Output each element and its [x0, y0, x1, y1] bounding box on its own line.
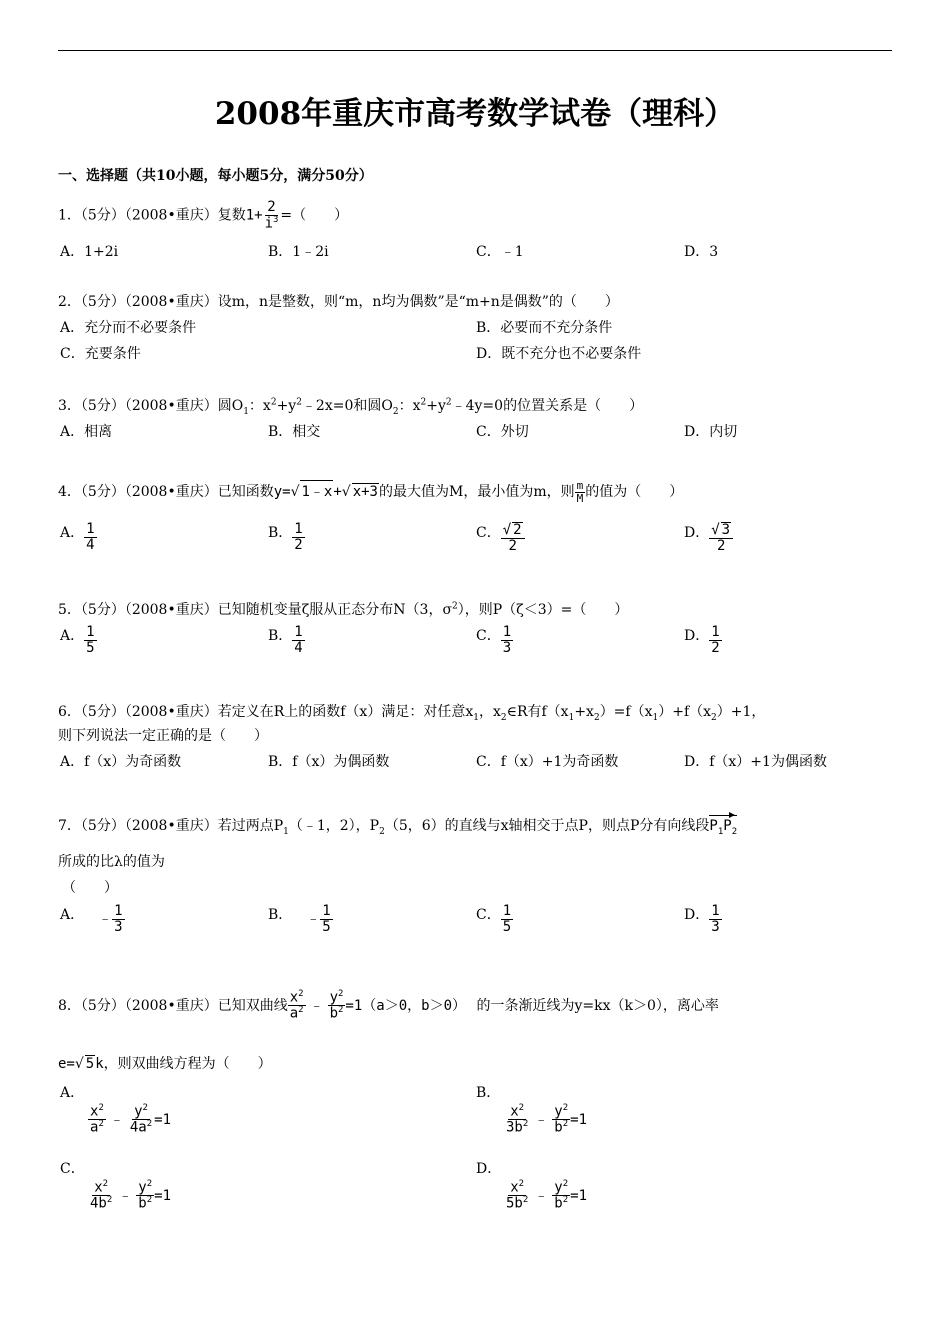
q8-exp: 2 — [518, 1179, 525, 1189]
q7-sub: 1 — [283, 826, 289, 837]
q4-option-c — [476, 522, 525, 553]
q6-option-c: C．f（x）+1为奇函数 — [476, 754, 619, 770]
q8-e-rad: 5 — [85, 1056, 95, 1072]
q1-option-c: C．﹣1 — [476, 244, 524, 260]
q6-sub: 2 — [711, 712, 717, 723]
q8-y: y — [329, 989, 338, 1006]
q6-text: ）=f（x — [599, 704, 653, 720]
q5-den: 4 — [294, 639, 303, 656]
q3-text: ：x — [248, 398, 271, 414]
q8-minus: ﹣ — [534, 1111, 549, 1128]
q5-option-d — [684, 625, 722, 655]
q8-y: y — [134, 1103, 143, 1120]
q8-x: x — [90, 1103, 99, 1120]
q3-sup: 2 — [270, 397, 277, 408]
q3-text: +y — [426, 398, 446, 414]
question-1 — [58, 200, 348, 231]
q5-label: A． — [60, 628, 85, 644]
question-5 — [58, 599, 628, 619]
q3-option-c: C．外切 — [476, 424, 529, 440]
q7-den: 3 — [711, 918, 720, 935]
q4-b-den: 2 — [294, 536, 303, 553]
q7-frac — [320, 904, 332, 934]
q7-label: B． — [268, 907, 293, 923]
q6-sub: 1 — [473, 712, 479, 723]
q7-num: 1 — [114, 903, 123, 919]
q7-sub: 2 — [379, 826, 385, 837]
q8-e-post: k — [95, 1056, 104, 1072]
q8-minus: ﹣ — [309, 997, 324, 1014]
q4-label: D． — [684, 525, 710, 541]
q8-den: b — [554, 1120, 563, 1136]
q8-e-pre: e= — [58, 1056, 75, 1072]
q4-option-a — [60, 522, 97, 552]
q3-sub: 2 — [392, 406, 399, 417]
q4-a-num: 1 — [86, 521, 95, 537]
q8-eq: =1 — [570, 1111, 587, 1128]
q7-option-c — [476, 904, 513, 934]
q7-sign: ﹣ — [98, 911, 113, 928]
q5-den: 5 — [86, 639, 95, 656]
q4-label: B． — [268, 525, 293, 541]
q4-plus: + — [333, 484, 342, 501]
q7-option-a — [60, 904, 125, 934]
q8-minus: ﹣ — [109, 1111, 124, 1128]
q6-text: ）+f（x — [658, 704, 712, 720]
q5-label: C． — [476, 628, 501, 644]
q8-a-x-frac — [88, 1104, 106, 1136]
q4-ratio-den: M — [576, 491, 584, 505]
q8-den: 5b — [506, 1196, 523, 1212]
q8-cond: =1（a＞0，b＞0） — [345, 997, 466, 1014]
q4-b-frac — [292, 522, 304, 552]
q6-sub: 2 — [500, 712, 507, 723]
q5-sup: 2 — [452, 601, 458, 612]
q7-frac — [112, 904, 124, 934]
q8-c-x-frac — [88, 1180, 114, 1212]
q6-sub: 2 — [593, 712, 600, 723]
q7-label: A． — [60, 907, 85, 923]
q8-y: y — [554, 1179, 563, 1196]
q8-eq: =1 — [154, 1187, 171, 1204]
q8-y: y — [554, 1103, 563, 1120]
q8-label: A． — [60, 1085, 85, 1101]
q1-den-exp: 3 — [273, 214, 279, 225]
question-7-line3: （ ） — [62, 880, 118, 896]
q5-num: 1 — [86, 624, 95, 640]
q4-radicand-2: x+3 — [352, 484, 378, 501]
q8-exp: 2 — [522, 1195, 529, 1206]
q5-den: 2 — [711, 639, 720, 656]
question-6 — [58, 701, 765, 723]
q3-text: ﹣4y=0的位置关系是（ ） — [451, 398, 644, 414]
q7-vec-p1: P — [709, 818, 718, 834]
q4-d-rad: 3 — [721, 522, 731, 538]
q7-option-b — [268, 904, 333, 934]
q8-y-frac: $\frac{y^2}{b^2}$ — [329, 989, 344, 1022]
q7-vec-sub: 1 — [717, 826, 724, 837]
q7-label: C． — [476, 907, 501, 923]
q4-b-num: 1 — [294, 521, 303, 537]
q1-den-base: i — [264, 215, 273, 232]
q6-option-b: B．f（x）为偶函数 — [268, 754, 390, 770]
q4-label: A． — [60, 525, 85, 541]
q5-text: ），则P（ζ＜3）=（ ） — [457, 602, 629, 618]
q4-tail: 的值为（ ） — [585, 484, 684, 501]
q7-vec-p2: P — [723, 818, 732, 834]
q3-text: ：x — [398, 398, 421, 414]
q7-option-d — [684, 904, 722, 934]
q8-x: x — [510, 1103, 519, 1120]
q8-option-b — [476, 1082, 587, 1136]
q1-expr: 1+ — [245, 207, 263, 224]
q5-option-c — [476, 625, 513, 655]
q5-num: 1 — [294, 624, 303, 640]
q6-option-a: A．f（x）为奇函数 — [60, 754, 182, 770]
q8-exp: 2 — [146, 1195, 153, 1206]
q5-num: 1 — [711, 624, 720, 640]
q3-text: +y — [276, 398, 297, 414]
q4-ratio-num: m — [576, 479, 584, 492]
q3-text: 3．（5分）（2008•重庆）圆O — [58, 398, 244, 414]
question-3 — [58, 395, 643, 417]
q1-lead: 1．（5分）（2008•重庆）复数 — [58, 207, 246, 224]
q8-x: x — [289, 989, 299, 1006]
q4-lead: 4．（5分）（2008•重庆）已知函数 — [58, 484, 274, 501]
q8-exp: 2 — [562, 1103, 569, 1113]
q8-exp: 2 — [146, 1179, 153, 1189]
q8-minus: ﹣ — [118, 1187, 133, 1204]
q1-option-b: B．1﹣2i — [268, 244, 329, 260]
q4-option-b — [268, 522, 305, 552]
q4-d-den: 2 — [716, 537, 726, 554]
question-8-line2: e=√ 5k，则双曲线方程为（ ） — [58, 1056, 272, 1072]
q8-exp: 2 — [338, 989, 344, 999]
q4-ratio — [575, 480, 586, 504]
q3-option-b: B．相交 — [268, 424, 321, 440]
question-2: 2．（5分）（2008•重庆）设m，n是整数，则“m，n均为偶数”是“m+n是偶数”的（ ） — [58, 294, 619, 310]
q8-exp: 2 — [146, 1119, 153, 1130]
q6-text: +x — [574, 704, 594, 720]
q8-exp: 2 — [106, 1195, 113, 1206]
section-heading: 一、选择题（共10小题，每小题5分，满分50分） — [58, 168, 373, 184]
q8-den: a — [90, 1120, 99, 1136]
q1-option-d: D．3 — [684, 244, 719, 260]
q5-num: 1 — [502, 624, 512, 640]
question-8 — [58, 990, 719, 1022]
q7-vec-sub: 2 — [731, 826, 738, 837]
q4-a-frac — [84, 522, 96, 552]
q8-label: D． — [476, 1161, 502, 1177]
q8-exp: 2 — [518, 1103, 525, 1113]
q8-b-y-frac — [552, 1104, 570, 1136]
q4-option-d — [684, 522, 733, 553]
q8-eq: =1 — [570, 1187, 587, 1204]
q8-label: C． — [60, 1161, 85, 1177]
q4-mid: 的最大值为M，最小值为m，则 — [379, 484, 575, 501]
q6-text: ∈R有f（x — [506, 704, 569, 720]
q8-exp: 2 — [298, 989, 304, 999]
q3-sub: 1 — [243, 406, 249, 417]
top-rule — [58, 50, 892, 51]
q8-y: y — [138, 1179, 147, 1196]
q8-exp: 2 — [298, 1005, 304, 1016]
q5-option-b — [268, 625, 305, 655]
q7-num: 1 — [502, 903, 512, 919]
question-7 — [58, 815, 737, 837]
q6-sub: 1 — [568, 712, 575, 723]
q8-a-y-frac — [128, 1104, 154, 1136]
q3-sup: 2 — [445, 397, 452, 408]
q2-option-a: A．充分而不必要条件 — [60, 320, 197, 336]
q8-den: 3b — [506, 1120, 523, 1136]
q4-d-frac: $\frac{√ 3}{2}$ — [709, 522, 733, 553]
q8-x: x — [510, 1179, 519, 1196]
q8-exp: 2 — [338, 1005, 344, 1016]
q8-exp: 2 — [522, 1119, 529, 1130]
q8-x: x — [94, 1179, 103, 1196]
q8-eq: =1 — [154, 1111, 171, 1128]
q3-sup: 2 — [296, 397, 302, 408]
q8-mid: 的一条渐近线为y=kx（k＞0），离心率 — [476, 997, 719, 1014]
q7-text: 7．（5分）（2008•重庆）若过两点P — [58, 818, 284, 834]
q1-fraction — [263, 200, 281, 231]
q7-den: 3 — [114, 918, 123, 935]
q7-num: 1 — [322, 903, 331, 919]
q8-den: 4b — [90, 1196, 107, 1212]
q8-exp: 2 — [562, 1179, 569, 1189]
q5-frac — [292, 625, 304, 655]
q8-exp: 2 — [142, 1103, 148, 1113]
q8-b-x-frac — [504, 1104, 530, 1136]
q1-option-a: A．1+2i — [60, 244, 119, 260]
q8-minus: ﹣ — [534, 1187, 549, 1204]
q1-tail: =（ ） — [280, 207, 349, 224]
q2-option-c: C．充要条件 — [60, 346, 141, 362]
q5-option-a — [60, 625, 97, 655]
q8-option-c — [60, 1158, 171, 1212]
q8-den: b — [138, 1196, 147, 1212]
q6-text: ）+1， — [716, 704, 766, 720]
q7-den: 5 — [502, 918, 512, 935]
q7-frac — [501, 904, 513, 934]
q5-frac — [84, 625, 96, 655]
q8-den: b — [554, 1196, 563, 1212]
q4-radicand-1: 1﹣x — [300, 480, 333, 501]
q7-frac — [709, 904, 721, 934]
q4-c-frac: $\frac{√ 2}{2}$ — [501, 522, 525, 553]
q7-text: （﹣1，2），P — [288, 818, 380, 834]
question-6-line2: 则下列说法一定正确的是（ ） — [58, 728, 268, 744]
q2-option-d: D．既不充分也不必要条件 — [476, 346, 642, 362]
q5-label: B． — [268, 628, 293, 644]
q8-d-y-frac — [552, 1180, 570, 1212]
question-4: 4．（5分）（2008•重庆）已知函数y=√ 1﹣x+√ x+3的最大值为M，最小值为m，则 $\frac{m}{M}$ 的值为（ ） — [58, 479, 684, 505]
q8-exp: 2 — [562, 1119, 569, 1130]
q8-lead: 8．（5分）（2008•重庆）已知双曲线 — [58, 997, 288, 1014]
q5-frac — [501, 625, 513, 655]
q8-label: B． — [476, 1085, 501, 1101]
q4-a-den: 4 — [86, 536, 95, 553]
q4-c-rad: 2 — [513, 522, 522, 538]
q7-label: D． — [684, 907, 710, 923]
q5-frac — [709, 625, 721, 655]
q5-text: 5．（5分）（2008•重庆）已知随机变量ζ服从正态分布N（3，σ — [58, 602, 453, 618]
q8-exp: 2 — [98, 1119, 104, 1130]
q1-num: 2 — [267, 199, 276, 215]
q7-sign: ﹣ — [306, 911, 321, 928]
q6-option-d: D．f（x）+1为偶函数 — [684, 754, 827, 770]
q6-text: 6．（5分）（2008•重庆）若定义在R上的函数f（x）满足：对任意x — [58, 704, 474, 720]
q8-option-a — [60, 1082, 171, 1136]
q4-c-den: 2 — [508, 537, 517, 554]
q8-line2-tail: ，则双曲线方程为（ ） — [103, 1056, 272, 1072]
q3-option-a: A．相离 — [60, 424, 113, 440]
q6-sub: 1 — [652, 712, 659, 723]
q4-label: C． — [476, 525, 501, 541]
q8-den: 4a — [129, 1120, 147, 1136]
q7-den: 5 — [322, 918, 331, 935]
q5-den: 3 — [502, 639, 512, 656]
page-title: 2008年重庆市高考数学试卷（理科） — [214, 96, 736, 132]
q8-x-frac: $\frac{x^2}{a^2}$ — [289, 989, 304, 1022]
q8-exp: 2 — [98, 1103, 104, 1113]
q5-label: D． — [684, 628, 710, 644]
q3-sup: 2 — [420, 397, 427, 408]
q6-text: ，x — [478, 704, 501, 720]
q2-option-b: B．必要而不充分条件 — [476, 320, 613, 336]
q8-c-y-frac — [136, 1180, 154, 1212]
q7-text: （5，6）的直线与x轴相交于点P，则点P分有向线段 — [384, 818, 710, 834]
q7-num: 1 — [711, 903, 720, 919]
q8-exp: 2 — [102, 1179, 109, 1189]
q8-d-x-frac — [504, 1180, 530, 1212]
q4-y: y= — [273, 484, 291, 501]
q7-vector — [709, 818, 737, 837]
q3-option-d: D．内切 — [684, 424, 738, 440]
q3-text: ﹣2x=0和圆O — [301, 398, 393, 414]
q8-option-d — [476, 1158, 587, 1212]
q8-exp: 2 — [562, 1195, 569, 1206]
question-7-line2: 所成的比λ的值为 — [58, 854, 165, 870]
